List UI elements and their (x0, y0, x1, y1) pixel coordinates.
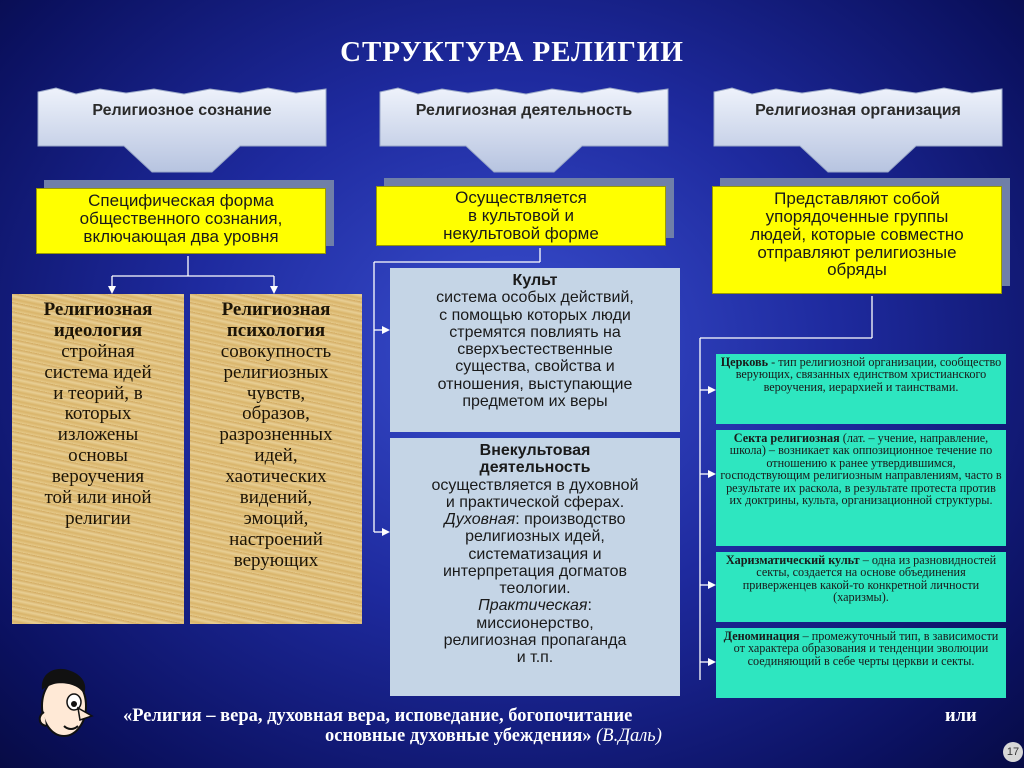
ideology-text-line: и теорий, в (53, 382, 143, 404)
ideology-text-line: основы (68, 445, 128, 467)
org-type-denomination (716, 628, 1006, 698)
psychology-text-line: настроений (229, 528, 323, 550)
spiritual-label: Духовная (444, 511, 516, 529)
description-line: включающая два уровня (83, 226, 279, 246)
psychology-title-line: психология (226, 319, 326, 341)
ideology-text-line: стройная (61, 340, 135, 362)
header-label: Религиозная организация (755, 102, 961, 119)
org-type-text: – одна из разновидностей секты, создается на основе объединения приверженцев какой-то конкретной личности (харизмы). (742, 553, 997, 605)
psychology-text-line: религиозных (223, 361, 329, 383)
quote-line-2 (95, 727, 995, 746)
description-line: Представляют собой (774, 189, 940, 208)
noncult-text-line: и практической сферах. (445, 493, 625, 511)
psychology-text-line: образов, (242, 403, 310, 425)
cult-text-line: система особых действий, (436, 289, 634, 307)
psychology-text-line: эмоций, (243, 507, 309, 529)
practical-colon: : (587, 597, 592, 615)
cult-text-line: предметом их веры (462, 392, 608, 410)
org-type-term: Секта религиозная (733, 431, 840, 445)
description-line: упорядоченные группы (765, 206, 949, 226)
noncult-title-line: Внекультовая (479, 442, 591, 459)
description-line: общественного сознания, (79, 208, 283, 228)
noncult-practical-line (390, 597, 680, 614)
dal-quote (95, 707, 995, 746)
ideology-title-line: Религиозная (43, 299, 153, 320)
noncult-text-line: религиозная пропаганда (443, 631, 627, 649)
cult-text-line: сверхъестественные (457, 341, 613, 359)
noncult-text-line: интерпретация догматов (442, 562, 628, 580)
cult-text-line: с помощью которых люди (439, 306, 631, 324)
ideology-card (12, 294, 184, 624)
noncult-spiritual-line (390, 511, 680, 528)
cult-text-line: существа, свойства и (455, 358, 615, 376)
ideology-text-line: религии (65, 507, 131, 529)
ideology-text-line: которых (64, 403, 132, 425)
description-line: в культовой и (467, 205, 575, 225)
psychology-text-line: верующих (233, 549, 319, 571)
psychology-text-line: идей, (254, 445, 298, 467)
header-label: Религиозная деятельность (415, 102, 633, 119)
description-line: Специфическая форма (88, 191, 274, 210)
page-title: СТРУКТУРА РЕЛИГИИ (340, 36, 684, 68)
cult-title: Культ (512, 272, 558, 289)
ideology-text-line: система идей (44, 361, 152, 383)
org-type-term: Харизматический культ (725, 553, 860, 567)
header-label: Религиозное сознание (92, 102, 272, 119)
org-type-text: – промежуточный тип, в зависимости от характера образования и тенденции эволюции соединяющий в себе черты церкви и секты. (733, 629, 999, 668)
description-line: Осуществляется (455, 188, 587, 207)
ideology-text-line: изложены (57, 424, 139, 446)
psychology-text-line: совокупность (220, 340, 332, 362)
thinking-face-icon (34, 660, 100, 750)
org-type-church (716, 354, 1006, 424)
quote-text-line-1: «Религия – вера, духовная вера, исповедание, богопочитание (123, 706, 633, 726)
cult-text-line: стремятся повлиять на (449, 323, 621, 341)
org-type-text: - тип религиозной организации, сообщество верующих, связанных единством христианского вероучения, иерархией и таинствами. (735, 355, 1002, 394)
psychology-text-line: чувств, (246, 382, 306, 404)
description-line: обряды (827, 260, 887, 280)
noncult-text-line: осуществляется в духовной (431, 476, 639, 494)
description-line: людей, которые совместно (750, 224, 964, 244)
noncult-text-line: и т.п. (516, 649, 554, 667)
description-line: отправляют религиозные (757, 242, 957, 262)
quote-tail: или (945, 706, 977, 726)
noncult-text-line: систематизация и (468, 545, 602, 563)
org-type-term: Деноминация (723, 629, 800, 643)
org-type-sect (716, 430, 1006, 546)
quote-author: (В.Даль) (591, 726, 662, 746)
spiritual-text: : производство (515, 511, 626, 529)
noncult-title-line: деятельность (479, 459, 591, 477)
quote-text-line-2: основные духовные убеждения» (325, 726, 592, 746)
noncult-card (390, 438, 680, 696)
psychology-text-line: разрозненных (219, 424, 333, 446)
page-number: 17 (1003, 742, 1023, 762)
noncult-text-line: теологии. (499, 580, 571, 598)
psychology-text-line: хаотических (225, 466, 327, 488)
noncult-text-line: религиозных идей, (465, 528, 605, 546)
noncult-text-line: миссионерство, (476, 614, 594, 632)
ideology-title-line: идеология (53, 319, 143, 341)
ideology-text-line: вероучения (51, 466, 145, 488)
org-type-text: (лат. – учение, направление, школа) – возникает как оппозиционное течение по отношению к ранее утвердившимся, господствующим религиозным направлениям, часто в результате их раскола, в результате протеста против их доктрины, культа, организационной структуры. (720, 431, 1002, 508)
psychology-title-line: Религиозная (221, 299, 331, 320)
cult-text-line: отношения, выступающие (437, 375, 633, 393)
org-type-term: Церковь (720, 355, 769, 369)
psychology-text-line: видений, (239, 487, 313, 509)
quote-line-1 (95, 707, 995, 727)
description-line: некультовой форме (443, 223, 599, 243)
psychology-card (190, 294, 362, 624)
practical-label: Практическая (478, 597, 588, 615)
cult-card (390, 268, 680, 432)
org-type-charismatic-cult (716, 552, 1006, 622)
ideology-text-line: той или иной (44, 487, 152, 509)
